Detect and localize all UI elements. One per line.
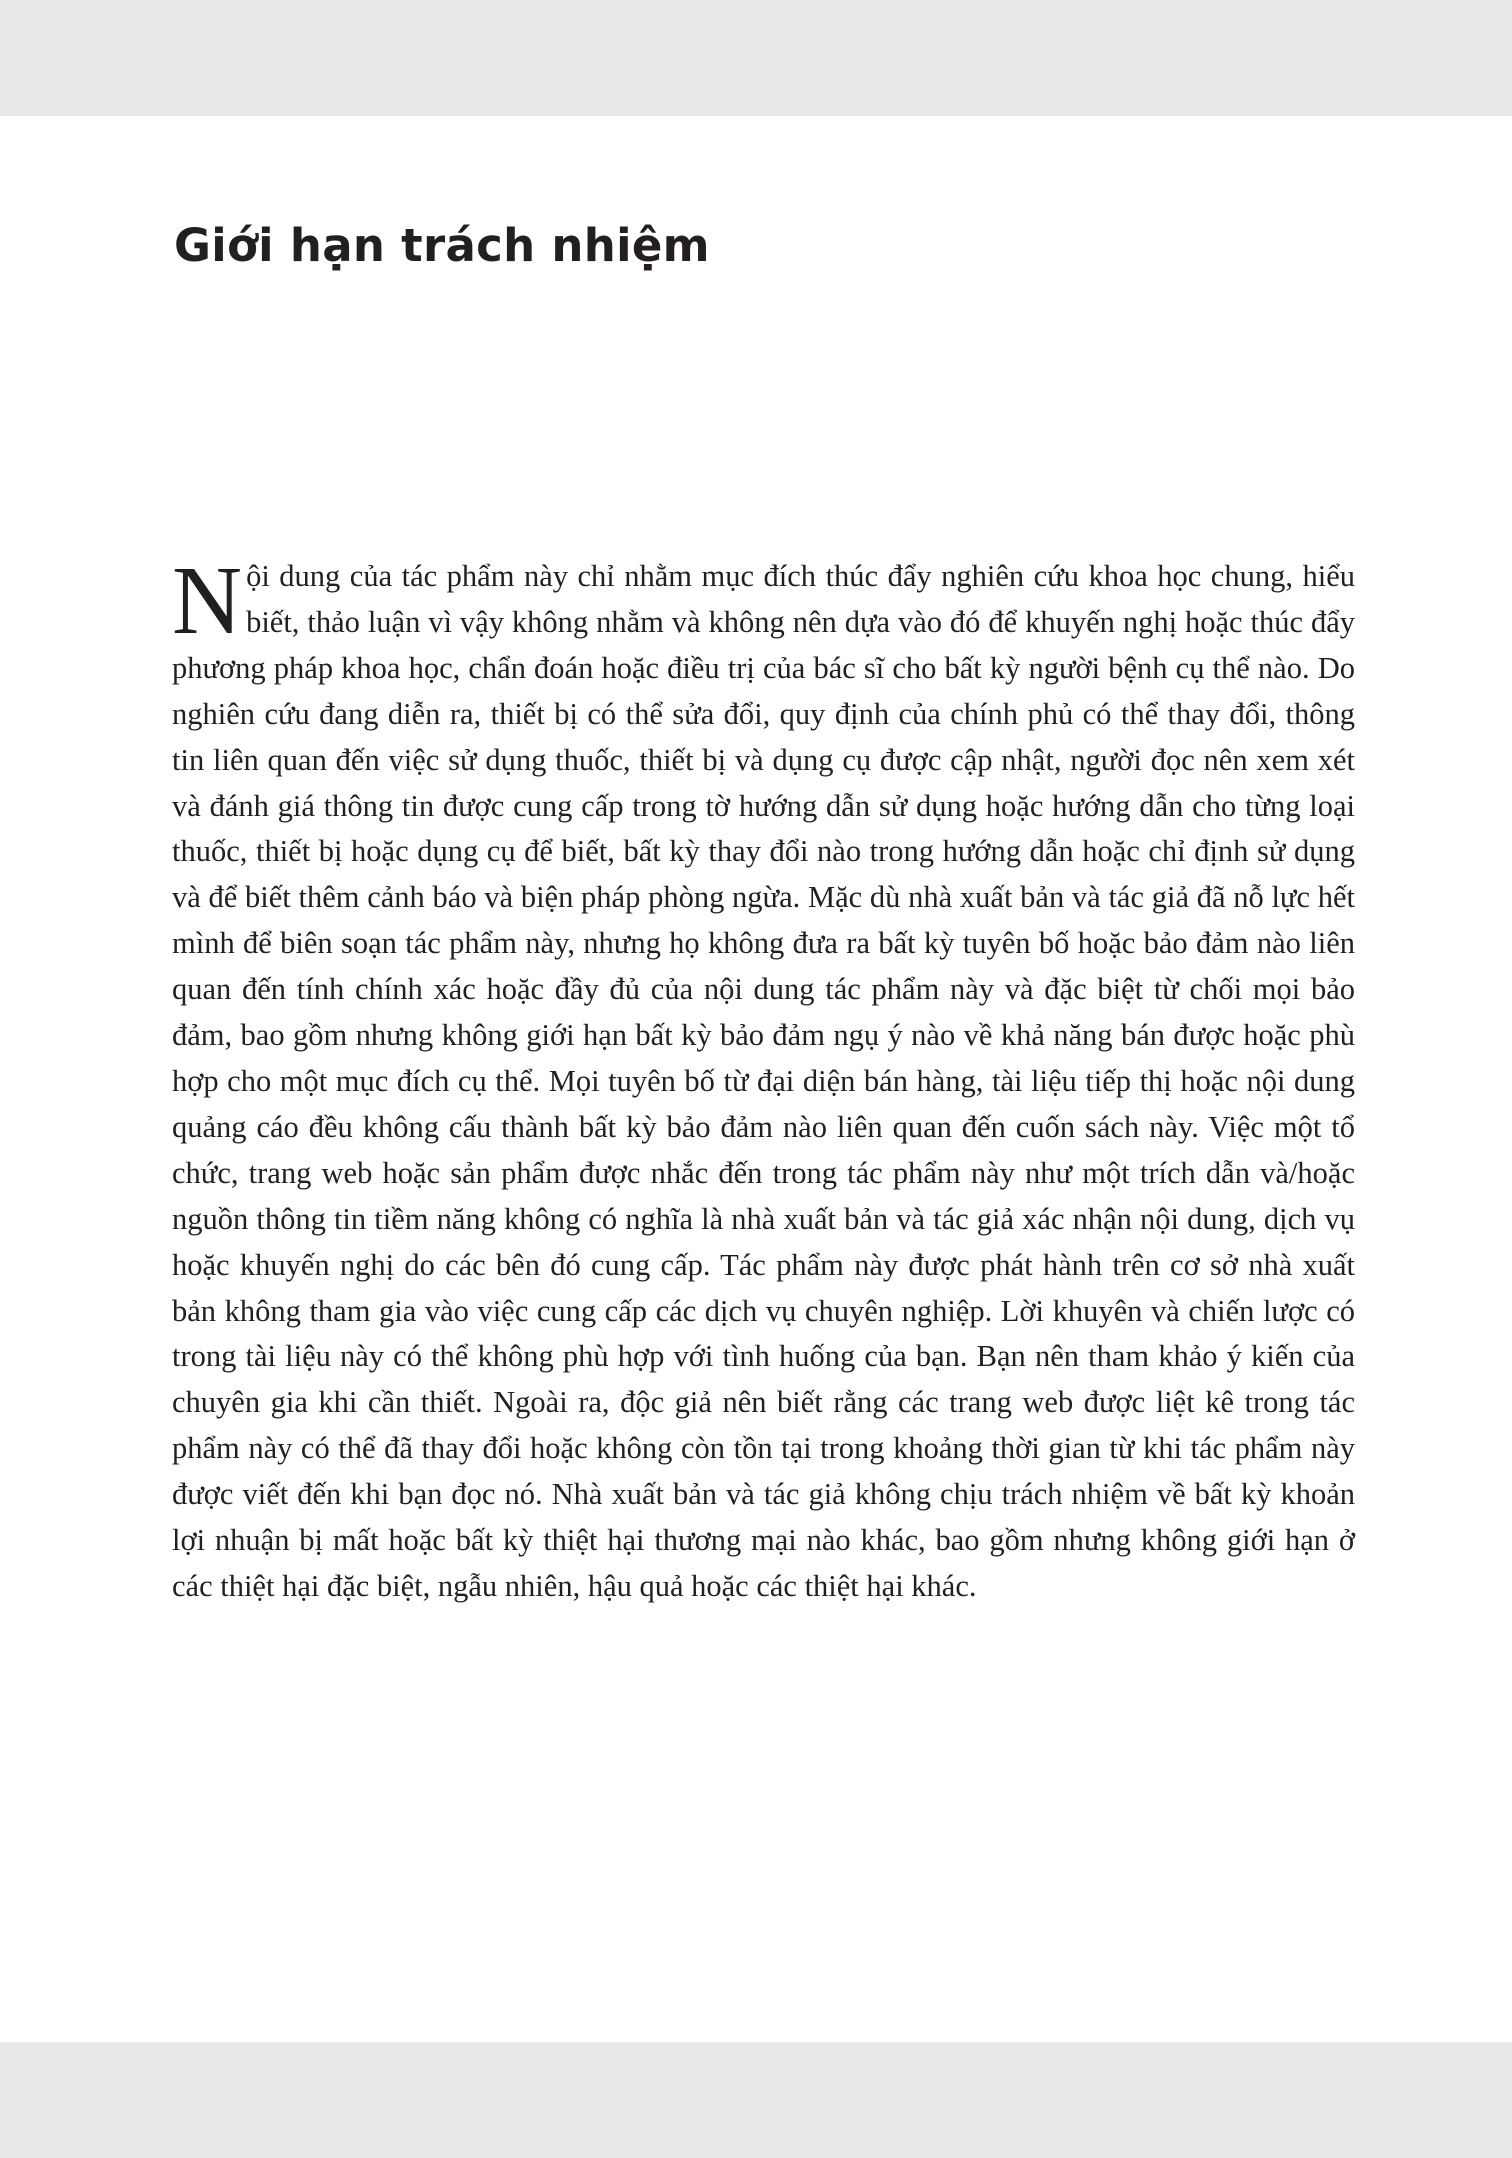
top-margin-band xyxy=(0,0,1512,116)
bottom-margin-band xyxy=(0,2042,1512,2158)
disclaimer-body-text: ội dung của tác phẩm này chỉ nhằm mục đích thúc đẩy nghiên cứu khoa học chung, hiểu biết, thảo luận vì vậy không nhằm và không nên dựa vào đó để khuyến nghị hoặc thúc đẩy phương pháp khoa học, chẩn đoán hoặc điều trị của bác sĩ cho bất kỳ người bệnh cụ thể nào. Do nghiên cứu đang diễn ra, thiết bị có thể sửa đổi, quy định của chính phủ có thể thay đổi, thông tin liên quan đến việc sử dụng thuốc, thiết bị và dụng cụ được cập nhật, người đọc nên xem xét và đánh giá thông tin được cung cấp trong tờ hướng dẫn sử dụng hoặc hướng dẫn cho từng loại thuốc, thiết bị hoặc dụng cụ để biết, bất kỳ thay đổi nào trong hướng dẫn hoặc chỉ định sử dụng và để biết thêm cảnh báo và biện pháp phòng ngừa. Mặc dù nhà xuất bản và tác giả đã nỗ lực hết mình để biên soạn tác phẩm này, nhưng họ không đưa ra bất kỳ tuyên bố hoặc bảo đảm nào liên quan đến tính chính xác hoặc đầy đủ của nội dung tác phẩm này và đặc biệt từ chối mọi bảo đảm, bao gồm nhưng không giới hạn bất kỳ bảo đảm ngụ ý nào về khả năng bán được hoặc phù hợp cho một mục đích cụ thể. Mọi tuyên bố từ đại diện bán hàng, tài liệu tiếp thị hoặc nội dung quảng cáo đều không cấu thành bất kỳ bảo đảm nào liên quan đến cuốn sách này. Việc một tổ chức, trang web hoặc sản phẩm được nhắc đến trong tác phẩm này như một trích dẫn và/hoặc nguồn thông tin tiềm năng không có nghĩa là nhà xuất bản và tác giả xác nhận nội dung, dịch vụ hoặc khuyến nghị do các bên đó cung cấp. Tác phẩm này được phát hành trên cơ sở nhà xuất bản không tham gia vào việc cung cấp các dịch vụ chuyên nghiệp. Lời khuyên và chiến lược có trong tài liệu này có thể không phù hợp với tình huống của bạn. Bạn nên tham khảo ý kiến của chuyên gia khi cần thiết. Ngoài ra, độc giả nên biết rằng các trang web được liệt kê trong tác phẩm này có thể đã thay đổi hoặc không còn tồn tại trong khoảng thời gian từ khi tác phẩm này được viết đến khi bạn đọc nó. Nhà xuất bản và tác giả không chịu trách nhiệm về bất kỳ khoản lợi nhuận bị mất hoặc bất kỳ thiệt hại thương mại nào khác, bao gồm nhưng không giới hạn ở các thiệt hại đặc biệt, ngẫu nhiên, hậu quả hoặc các thiệt hại khác. xyxy=(172,559,1355,1603)
drop-cap-letter: N xyxy=(172,547,243,654)
disclaimer-paragraph xyxy=(172,547,1355,1610)
page-title: Giới hạn trách nhiệm xyxy=(174,219,710,272)
